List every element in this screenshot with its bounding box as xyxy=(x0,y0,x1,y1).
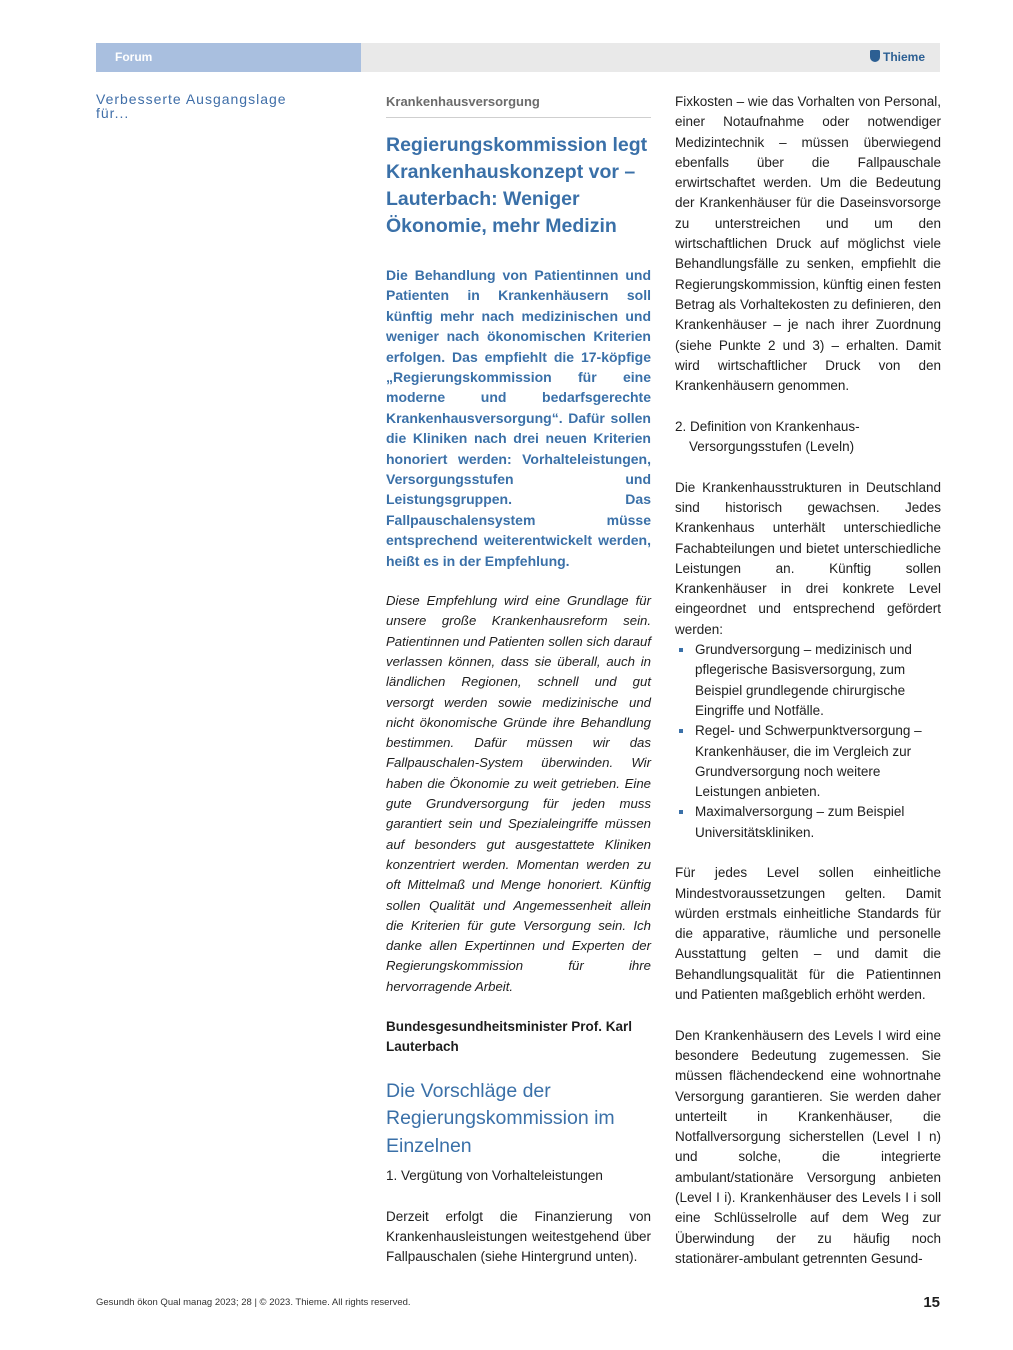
section-label: Forum xyxy=(96,43,361,72)
journal-citation: Gesundh ökon Qual manag 2023; 28 | © 2023. Thieme. All rights reserved. xyxy=(96,1297,411,1308)
bullet-square-icon xyxy=(679,729,683,733)
section-subhead: Die Vorschläge der Regierungskommission im Einzelnen xyxy=(386,1079,615,1157)
thieme-shield-icon xyxy=(870,50,880,62)
body-paragraph: Derzeit erfolgt die Finanzierung von Krankenhausleistungen weitestgehend über Fallpauschalen (siehe Hintergrund unten). xyxy=(386,1208,651,1265)
numbered-heading-2: 2. Definition von Krankenhaus-Versorgungsstufen (Leveln) xyxy=(675,418,860,455)
page-number: 15 xyxy=(923,1294,940,1311)
bullet-square-icon xyxy=(679,810,683,814)
article-kicker: Krankenhausversorgung xyxy=(386,92,651,118)
article-headline: Regierungskommission legt Krankenhauskonzept vor – Lauterbach: Weniger Ökonomie, mehr Medizin xyxy=(386,134,648,237)
page-header xyxy=(96,43,940,72)
article-lead: Die Behandlung von Patientinnen und Patienten in Krankenhäusern soll künftig mehr nach medizinischen und weniger nach ökonomischen Kriterien erfolgen. Das empfiehlt die 17-köpfige „Regierungskommission für eine moderne und bedarfsgerechte Krankenhausversorgung“. Dafür sollen die Kliniken nach drei neuen Kriterien honoriert werden: Vorhalteleistungen, Versorgungsstufen und Leistungsgruppen. Das Fallpauschalensystem müsse entsprechend weiterentwickelt werden, heißt es in der Empfehlung. xyxy=(386,267,651,569)
list-item: Grundversorgung – medizinisch und pflegerische Basisversorgung, zum Beispiel grundlegende chirurgische Eingriffe und Notfälle. xyxy=(675,640,941,721)
clipped-sidebar-text: Verbesserte Ausgangslage für... xyxy=(96,91,287,121)
body-paragraph: Für jedes Level sollen einheitliche Mindestvoraussetzungen gelten. Damit würden erstmals einheitliche Standards für die apparative, räumliche und personelle Ausstattung gelten – und damit die Behandlungsqualität für die Patientinnen und Patienten maßgeblich erhöht werden. xyxy=(675,865,941,1003)
article-column-left xyxy=(386,92,651,1268)
body-paragraph: Die Krankenhausstrukturen in Deutschland sind historisch gewachsen. Jedes Krankenhaus unterhält unterschiedliche Fachabteilungen und bietet unterschiedliche Leistungen an. Künftig sollen Krankenhäuser in drei konkrete Level eingeordnet und entsprechend gefördert werden: xyxy=(675,479,941,637)
bullet-square-icon xyxy=(679,648,683,652)
publisher-logo xyxy=(870,43,925,72)
minister-quote: Diese Empfehlung wird eine Grundlage für unsere große Krankenhausreform sein. Patientinnen und Patienten sollen sich darauf verlassen können, dass sie überall, auch in ländlichen Regionen, schnell und gut versorgt werden sowie medizinische und nicht ökonomische Gründe ihre Behandlung bestimmen. Dafür müssen wir das Fallpauschalen-System überwinden. Wir haben die Ökonomie zu weit getrieben. Eine gute Grundversorgung für jeden muss garantiert sein und Spezialeingriffe müssen auf besonders gut ausgestattete Kliniken konzentriert werden. Momentan werden zu oft Mittelmaß und Menge honoriert. Künftig sollen Qualität und Angemessenheit allein die Kriterien für gute Versorgung sein. Ich danke allen Expertinnen und Experten der Regierungskommission für ihre hervorragende Arbeit. xyxy=(386,593,651,994)
list-item: Regel- und Schwerpunktversorgung – Krankenhäuser, die im Vergleich zur Grundversorgung noch weitere Leistungen anbieten. xyxy=(675,721,941,802)
level-list xyxy=(675,640,941,843)
quote-author: Bundesgesundheitsminister Prof. Karl Lauterbach xyxy=(386,1019,633,1055)
article-column-right xyxy=(675,92,941,1269)
body-paragraph: Fixkosten – wie das Vorhalten von Personal, einer Notaufnahme oder notwendiger Medizintechnik – müssen überwiegend ebenfalls über die Fallpauschale erwirtschaftet werden. Um die Bedeutung der Krankenhäuser für die Daseinsvorsorge zu unterstreichen und um den wirtschaftlichen Druck auf möglichst viele Behandlungsfälle zu senken, empfiehlt die Regierungskommission, künftig einen festen Betrag als Vorhaltekosten zu definieren, den Krankenhäuser – je nach ihrer Zuordnung (siehe Punkte 2 und 3) – erhalten. Damit wird wirtschaftlicher Druck von den Krankenhäusern genommen. xyxy=(675,94,941,394)
body-paragraph: Den Krankenhäusern des Levels I wird eine besondere Bedeutung zugemessen. Sie müssen flächendeckend eine wohnortnahe Versorgung garantieren. Sie werden daher unterteilt in Krankenhäuser, die Notfallversorgung sicherstellen (Level I n) und solche, die integrierte ambulant/stationäre Versorgung anbieten (Level I i). Krankenhäuser des Levels I i soll eine Schlüsselrolle auf dem Weg zur Überwindung der zu häufig noch stationärer-ambulant getrennten Gesund- xyxy=(675,1027,941,1266)
numbered-heading-1: 1. Vergütung von Vorhalteleistungen xyxy=(386,1168,603,1184)
publisher-name: Thieme xyxy=(882,50,925,64)
list-item: Maximalversorgung – zum Beispiel Universitätskliniken. xyxy=(675,802,941,843)
